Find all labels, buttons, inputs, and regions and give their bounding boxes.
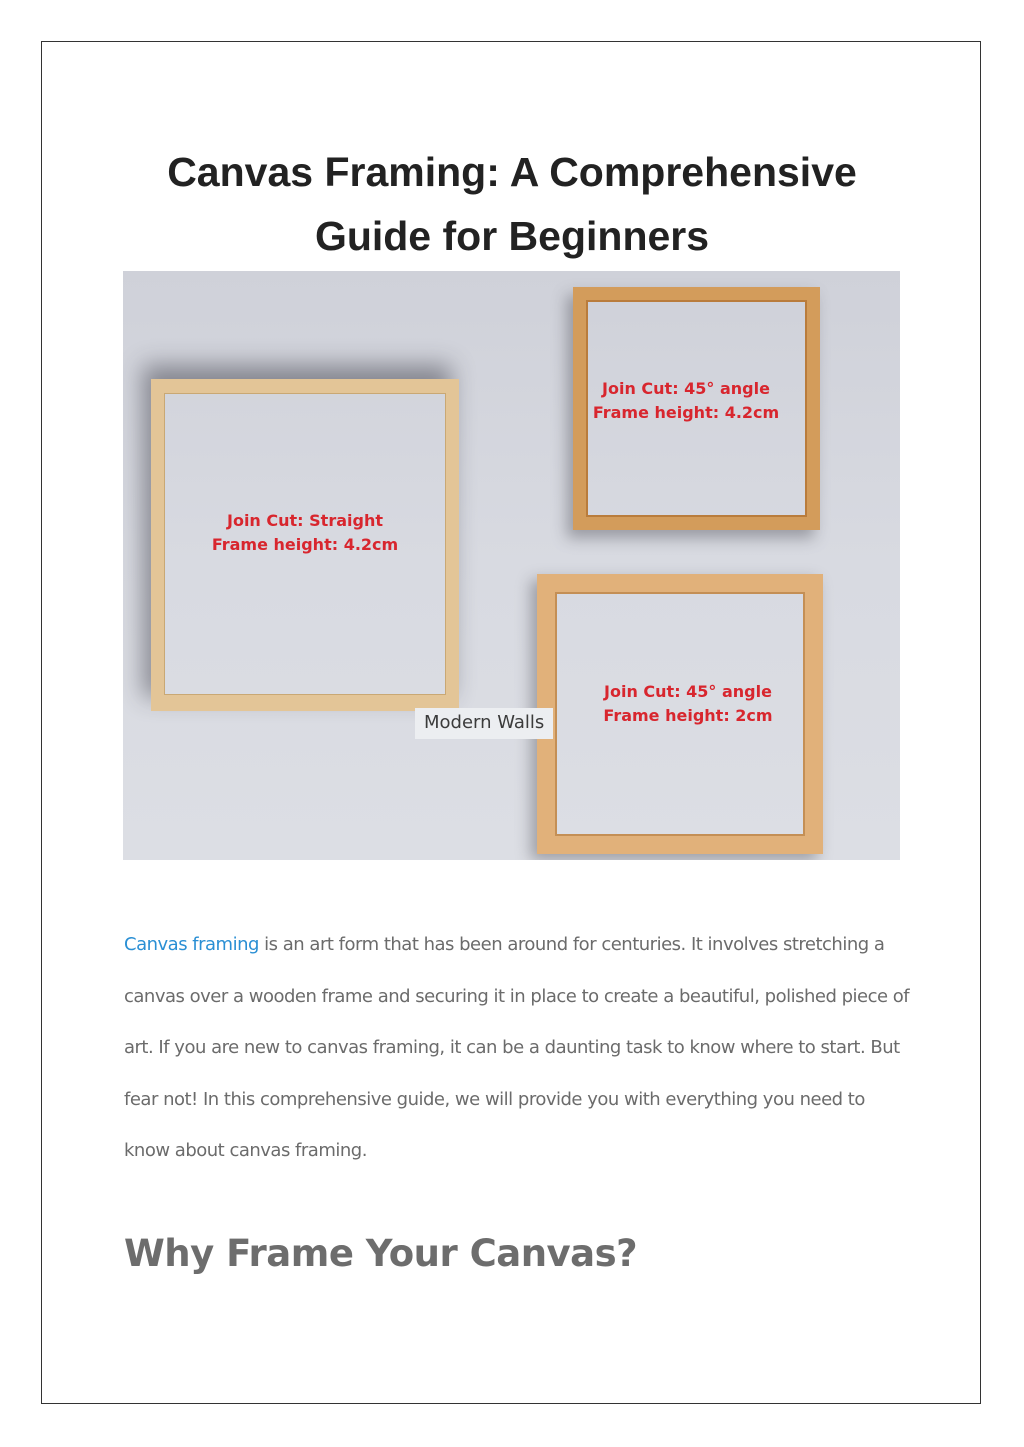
- bottom-right-frame-join-cut: Join Cut: 45° angle: [604, 682, 772, 701]
- page-title-line-2: Guide for Beginners: [314, 213, 710, 259]
- intro-paragraph: [124, 919, 914, 1177]
- intro-text: is an art form that has been around for centuries. It involves stretching a canvas over a wooden frame and securing it in place to create a beautiful, polished piece of art. If you are new to canvas framing, it can be a daunting task to know where to start. But fear not! In this comprehensive guide, we will provide you with everything you need to know about canvas framing.: [124, 934, 910, 1162]
- canvas-framing-link[interactable]: Canvas framing: [124, 934, 259, 955]
- bottom-right-frame-label: [583, 680, 793, 728]
- page-title-line-1: Canvas Framing: A Comprehensive: [167, 149, 857, 195]
- top-right-frame-join-cut: Join Cut: 45° angle: [602, 379, 770, 398]
- modern-walls-watermark: Modern Walls: [415, 708, 553, 739]
- canvas-frames-photo: [123, 271, 900, 860]
- page-title: [120, 140, 904, 268]
- top-right-frame-height: Frame height: 4.2cm: [592, 403, 780, 422]
- bottom-right-frame-height: Frame height: 2cm: [603, 706, 773, 725]
- straight-frame-label: [205, 509, 405, 557]
- straight-frame-join-cut: Join Cut: Straight: [227, 511, 383, 530]
- top-right-frame-label: [581, 377, 791, 425]
- straight-frame-height: Frame height: 4.2cm: [211, 535, 399, 554]
- section-heading: Why Frame Your Canvas?: [124, 1232, 638, 1275]
